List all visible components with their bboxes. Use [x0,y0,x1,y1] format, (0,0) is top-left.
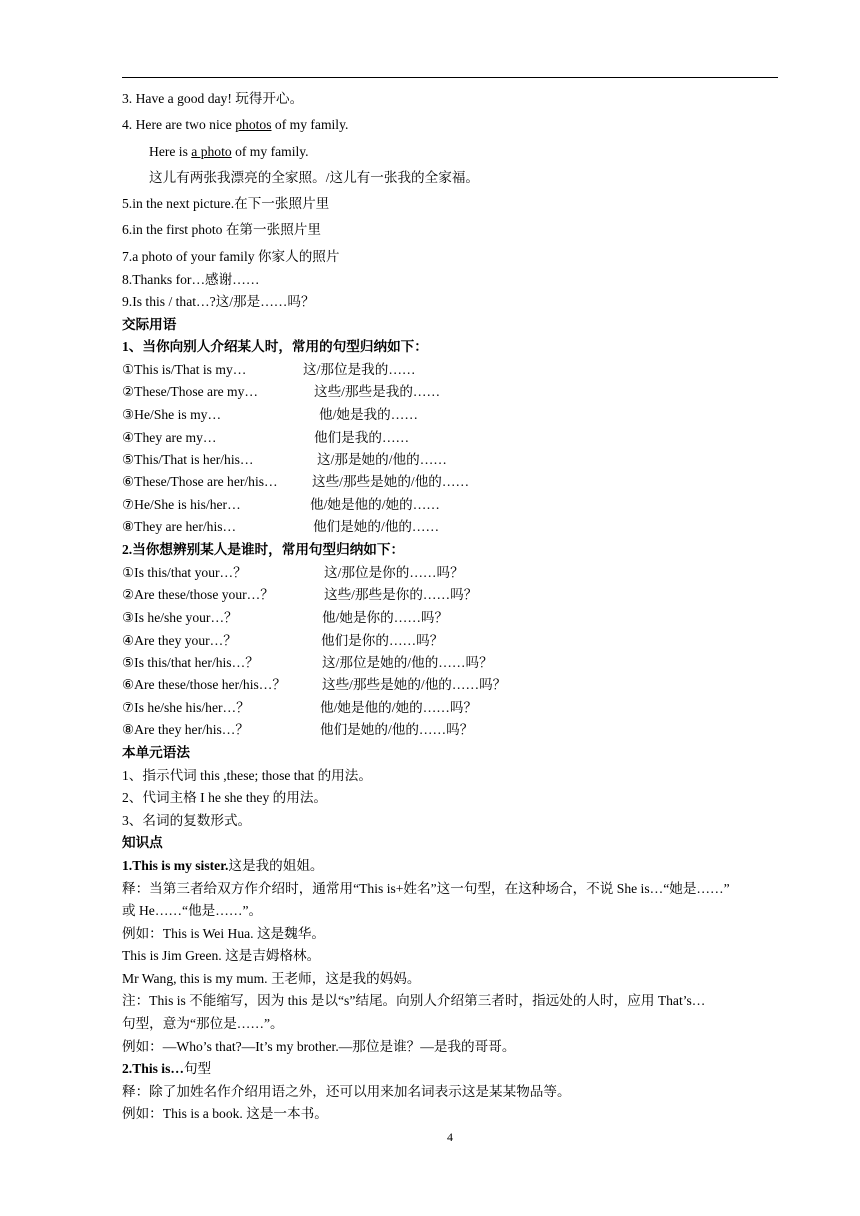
intro-meaning-2: 这些/那些是我的…… [314,384,441,399]
ask-pattern-1: ①Is this/that your…？ [122,565,247,580]
ask-meaning-7: 他/她是他的/她的……吗？ [320,700,478,715]
phrase-9: 9.Is this / that…?这/那是……吗？ [122,294,315,309]
ask-pattern-5: ⑤Is this/that her/his…？ [122,655,259,670]
grammar-item-2: 2、代词主格 I he she they 的用法。 [122,790,328,805]
ask-meaning-8: 他们是她的/他的……吗？ [320,722,474,737]
intro-pattern-8: ⑧They are her/his… [122,519,237,534]
phrase-4: 4. Here are two nice photos of my family. [122,117,349,132]
subheading-introduce: 1、当你向别人介绍某人时，常用的句型归纳如下： [122,339,428,354]
phrase-4-example: Here is a photo of my family. [149,144,309,159]
page-number: 4 [447,1130,453,1144]
note-line-2: 句型，意为“那位是……”。 [122,1016,284,1031]
knowledge-point-2: 2.This is…句型 [122,1061,212,1076]
intro-pattern-1: ①This is/That is my… [122,362,247,377]
intro-pattern-6: ⑥These/Those are her/his… [122,474,278,489]
intro-pattern-5: ⑤This/That is her/his… [122,452,254,467]
example-4: 例如：—Who’s that?—It’s my brother.—那位是谁？—是我的哥哥。 [122,1039,516,1054]
ask-meaning-1: 这/那位是你的……吗？ [324,565,464,580]
header-rule [122,77,778,78]
intro-meaning-7: 他/她是他的/她的…… [310,497,440,512]
ask-meaning-5: 这/那位是她的/他的……吗？ [322,655,493,670]
underlined-photos: photos [235,117,272,132]
phrase-4-translation: 这儿有两张我漂亮的全家照。/这儿有一张我的全家福。 [149,170,480,185]
phrase-7: 7.a photo of your family 你家人的照片 [122,249,340,264]
example-1: 例如：This is Wei Hua. 这是魏华。 [122,926,325,941]
grammar-item-1: 1、指示代词 this ,these; those that 的用法。 [122,768,372,783]
ask-meaning-4: 他们是你的……吗？ [321,633,444,648]
knowledge-point-1: 1.This is my sister.这是我的姐姐。 [122,858,324,873]
example-2: This is Jim Green. 这是吉姆格林。 [122,948,321,963]
ask-pattern-4: ④Are they your…？ [122,633,237,648]
intro-pattern-2: ②These/Those are my… [122,384,258,399]
ask-pattern-8: ⑧Are they her/his…？ [122,722,249,737]
ask-pattern-2: ②Are these/those your…？ [122,587,274,602]
intro-meaning-5: 这/那是她的/他的…… [317,452,447,467]
section-heading-grammar: 本单元语法 [122,745,190,760]
phrase-3: 3. Have a good day! 玩得开心。 [122,91,304,106]
intro-meaning-8: 他们是她的/他的…… [313,519,440,534]
ask-pattern-3: ③Is he/she your…？ [122,610,238,625]
section-heading-communication: 交际用语 [122,317,177,332]
ask-meaning-2: 这些/那些是你的……吗？ [324,587,478,602]
knowledge-point-1-explanation-cont: 或 He……“他是……”。 [122,903,263,918]
ask-meaning-3: 他/她是你的……吗？ [322,610,449,625]
example-5: 例如：This is a book. 这是一本书。 [122,1106,328,1121]
knowledge-point-2-explanation: 释：除了加姓名作介绍用语之外，还可以用来加名词表示这是某某物品等。 [122,1084,571,1099]
underlined-a-photo: a photo [191,144,232,159]
intro-meaning-3: 他/她是我的…… [319,407,418,422]
intro-meaning-4: 他们是我的…… [314,430,410,445]
ask-meaning-6: 这些/那些是她的/他的……吗？ [322,677,507,692]
subheading-identify: 2.当你想辨别某人是谁时，常用句型归纳如下： [122,542,405,557]
phrase-8: 8.Thanks for…感谢…… [122,272,260,287]
ask-pattern-6: ⑥Are these/those her/his…？ [122,677,286,692]
ask-pattern-7: ⑦Is he/she his/her…？ [122,700,250,715]
note-line-1: 注：This is 不能缩写，因为 this 是以“s”结尾。向别人介绍第三者时，指远处的人时，应用 That’s… [122,993,706,1008]
example-3: Mr Wang, this is my mum. 王老师，这是我的妈妈。 [122,971,421,986]
intro-pattern-4: ④They are my… [122,430,217,445]
grammar-item-3: 3、名词的复数形式。 [122,813,252,828]
intro-meaning-1: 这/那位是我的…… [303,362,416,377]
phrase-6: 6.in the first photo 在第一张照片里 [122,222,321,237]
phrase-5: 5.in the next picture.在下一张照片里 [122,196,330,211]
intro-pattern-7: ⑦He/She is his/her… [122,497,241,512]
intro-meaning-6: 这些/那些是她的/他的…… [312,474,470,489]
knowledge-point-1-explanation: 释：当第三者给双方作介绍时，通常用“This is+姓名”这一句型，在这种场合，不说 She is…“她是……” [122,881,730,896]
section-heading-knowledge: 知识点 [122,835,163,850]
intro-pattern-3: ③He/She is my… [122,407,222,422]
